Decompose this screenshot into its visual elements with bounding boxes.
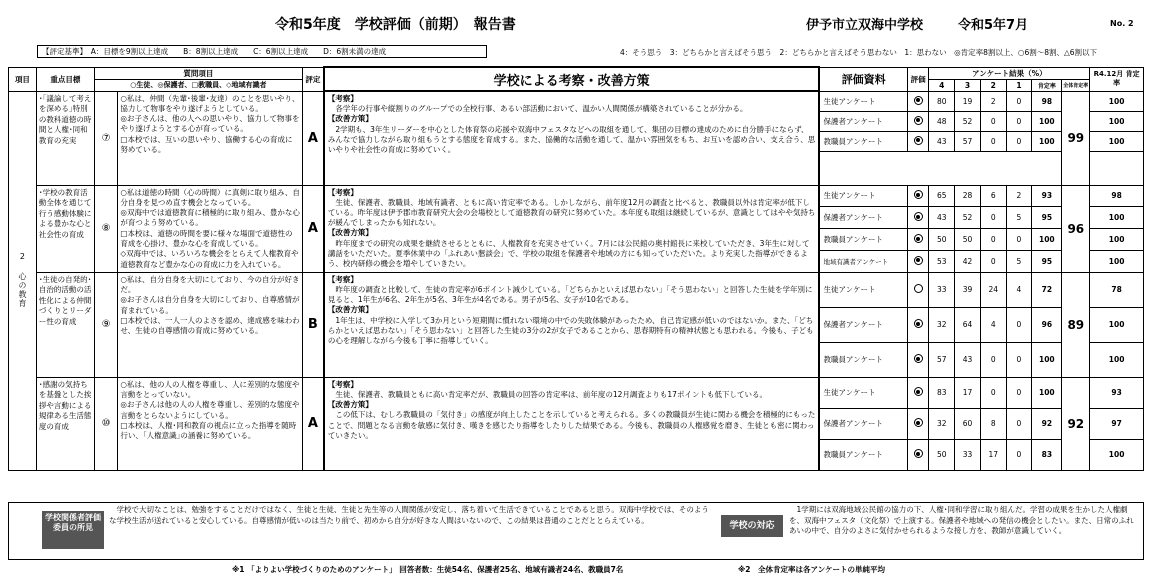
consider-8-t2: 昨年度までの研究の成果を継続させるとともに、人権教育を充実させていく。7月には公民館の奥村館長に来校していただき、3年生に対して講話をいただいた。夏季休業中の「ふれあい懇談会」で、学校の取組を保護者や地域の方にも知っていただいた。より充実した指導ができるよう、校内研修の機会を増やしていきたい。 [327,238,810,268]
response-label: 学校の対応 [721,515,783,537]
consider-10-h1: 【考察】 [327,379,358,389]
r4-8-1: 100 [1090,207,1144,229]
mark-7-1 [907,111,928,131]
v4-8-3: 53 [929,251,955,273]
consider-9-t1: 昨年度の調査と比較して、生徒の肯定率が6ポイント減少している。「どちらかといえば思わない」「そう思わない」と回答した生徒を学年別に見ると、1年生が6名、2年生が5名、3年生が4名である。男子が5名、女子が10名である。 [327,285,813,305]
r4-8-0: 98 [1090,185,1144,207]
mark-10-2 [907,439,928,470]
consider-10-t1: 生徒、保護者、教職員ともに高い肯定率だが、教職員の回答の肯定率は、前年度の12月調査よりも17ポイントも低下している。 [335,390,767,400]
src-10-0: 生徒アンケート [819,377,907,408]
rate-7-2: 100 [1032,131,1062,151]
consider-8-t1: 生徒、保護者、教職員、地域有識者、ともに高い肯定率である。しかしながら、前年度12月の調査と比べると、教職員以外は肯定率が低下している。昨年度は伊予郡市教育研究大会の会場校として道徳教育の研究に努めていた。本年度も取組は継続しているが、意識としてはやや気持ちが緩んでしまったかも知れない。 [327,197,816,228]
r4-9-0: 78 [1090,272,1144,307]
header-mark: 評価 [907,67,928,91]
consider-9-h2: 【改善方策】 [327,305,373,315]
mark-9-1 [907,307,928,342]
v3-8-3: 42 [955,251,981,273]
src-8-1: 保護者アンケート [819,207,907,229]
header-consider: 学校による考察・改善方策 [324,67,820,91]
consider-10-h2: 【改善方策】 [327,400,373,410]
header-survey: アンケート結果（%） [929,67,1090,79]
v4-7-1: 48 [929,111,955,131]
question-7: ○私は、仲間（先輩･後輩･友達）のことを思いやり、協力して物事をやり遂げようとしている。 ◎お子さんは、他の人への思いやり、協力して物事をやり遂げようとする心が育っている。 □本校では、互いの思いやり、協働する心の育成に努めている。 [118,91,303,185]
consider-9-t2: 1年生は、中学校に入学して3か月という短期間に慣れない環境の中での失敗体験があったため、自己肯定感が低いのではないか。また、「どちらかといえば思わない」「そう思わない」と回答した生徒の3分の2が女子であることから、思春期特有の精神状態とも思われる。今後も、子どもの心を理解しながら今後も丁寧に指導していく。 [327,315,814,346]
point-9: ･生徒の自発的･自治的活動の活性化による仲間づくりとリーダー性の育成 [36,272,94,377]
consider-9 [324,272,820,377]
v4-9-0: 33 [929,272,955,307]
v1-7-1: 0 [1006,111,1032,131]
double-circle-icon [914,116,923,125]
v4-9-1: 32 [929,307,955,342]
report-date: 令和5年7月 [958,18,1029,33]
v1-8-3: 5 [1006,251,1032,273]
evaluation-table [8,66,1144,471]
v2-10-2: 17 [980,439,1006,470]
src-8-3: 地域有識者アンケート [819,251,907,273]
spacer-7 [819,151,1061,185]
qnum-9: ⑨ [94,272,118,377]
evaluator-text: 学校で大切なことは、勉強をすることだけではなく、生徒と生徒、生徒と先生等の人間関係が安定し、落ち着いて生活できていることであると思う。双海中学校では、そのような学校生活が送れていると安心している。自尊感情が低いのは当たり前で、初めから自分が好きな人間はいないので、この結果は普通のことだととらえている。 [109,505,709,525]
consider-7-h2: 【改善方策】 [327,114,373,124]
rate-10-1: 92 [1032,408,1062,439]
r4-10-2: 100 [1090,439,1144,470]
grade-10: A [302,377,323,470]
rate-10-0: 100 [1032,377,1062,408]
v1-9-2: 0 [1006,342,1032,377]
src-7-1: 保護者アンケート [819,111,907,131]
double-circle-icon [914,387,923,396]
mark-10-1 [907,408,928,439]
v4-10-2: 50 [929,439,955,470]
double-circle-icon [914,136,923,145]
v1-8-0: 2 [1006,185,1032,207]
question-9: ○私は、自分自身を大切にしており、今の自分が好きだ。 ◎お子さんは自分自身を大切にしており、自尊感情が育まれている。 □本校では、一人一人のよさを認め、達成感を味わわせ、生徒の自尊感情の育成に努めている。 [118,272,303,377]
header-r4: R4.12月 肯定率 [1090,67,1144,91]
v3-10-0: 17 [955,377,981,408]
mark-7-0 [907,91,928,111]
src-8-2: 教職員アンケート [819,229,907,251]
v2-10-0: 0 [980,377,1006,408]
v1-7-2: 0 [1006,131,1032,151]
header-col-rate: 肯定率 [1032,79,1062,91]
consider-8 [324,185,820,272]
consider-8-h2: 【改善方策】 [327,228,373,238]
v4-10-0: 83 [929,377,955,408]
src-10-1: 保護者アンケート [819,408,907,439]
r4-9-2: 100 [1090,342,1144,377]
v3-10-1: 60 [955,408,981,439]
v4-10-1: 32 [929,408,955,439]
scale-legend: 4：そう思う 3：どちらかと言えばそう思う 2：どちらかと言えばそう思わない 1：思わない ◎肯定率8割以上、○6割～8割、△6割以下 [620,48,1098,57]
v4-8-1: 43 [929,207,955,229]
grade-9: B [302,272,323,377]
r4-10-1: 97 [1090,408,1144,439]
v3-10-2: 33 [955,439,981,470]
total-7: 99 [1062,91,1090,185]
section-label: 2 心の教育 [17,251,27,308]
footnote-2: ※2 全体肯定率は各アンケートの単純平均 [738,565,886,574]
consider-7-t2: 2学期も、3年生リーダーを中心とした体育祭の応援や双海中フェスタなどへの取組を通して、集団の目標の達成のために自分勝手にならず、みんなで協力しながら取り組もうとする態度を育成する。また、協働的な活動を通して、温かい雰囲気をもち、お互いを認め合い、支え合う、思いやりや社会性の育成に努めていく。 [327,124,816,155]
header-source: 評価資料 [819,67,907,91]
v2-10-1: 8 [980,408,1006,439]
src-7-0: 生徒アンケート [819,91,907,111]
header-question: 質問項目 [94,67,302,79]
grade-8: A [302,185,323,272]
qnum-10: ⑩ [94,377,118,470]
footnote-1: ※1 「よりよい学校づくりのためのアンケート」 回答者数：生徒54名、保護者25名、地域有識者24名、教職員7名 [232,565,624,574]
spacer-7-r4 [1090,151,1144,185]
v1-8-1: 5 [1006,207,1032,229]
rate-10-2: 83 [1032,439,1062,470]
v4-8-0: 65 [929,185,955,207]
r4-8-3: 100 [1090,251,1144,273]
header-col-4: 4 [929,79,955,91]
v3-7-2: 57 [955,131,981,151]
consider-10-t2: この低下は、むしろ教職員の「気付き」の感度が向上したことを示していると考えられる。多くの教職員が生徒に関わる機会を積極的にもったことで、問題となる言動を敏感に気付き、嘆きを感じたり指導をしたりした結果である。今後も、教職員の人権感覚を磨き、生徒とも密に関わっていきたい。 [327,410,816,440]
mark-9-0 [907,272,928,307]
grade-7: A [302,91,323,185]
v3-9-1: 64 [955,307,981,342]
question-8: ○私は道徳の時間（心の時間）に真剣に取り組み、自分自身を見つめ直す機会となっている。 ◎双海中では道徳教育に積極的に取り組み、豊かな心が育つよう努めている。 □本校は、道徳の時間を要に様々な場面で道徳性の育成を心掛け、豊かな心を育成している。 ◇双海中では、いろいろな機会をとらえて人権教育や道徳教育など豊かな心の育成に力を入れている。 [118,185,303,272]
src-9-2: 教職員アンケート [819,342,907,377]
rate-9-2: 100 [1032,342,1062,377]
v2-7-2: 0 [980,131,1006,151]
rate-8-0: 93 [1032,185,1062,207]
total-9: 89 [1062,272,1090,377]
v2-8-3: 0 [980,251,1006,273]
r4-7-1: 100 [1090,111,1144,131]
evaluator-label: 学校関係者評価委員の所見 [42,511,104,549]
double-circle-icon [914,190,923,199]
mark-10-0 [907,377,928,408]
v4-7-0: 80 [929,91,955,111]
bottom-panel [8,502,1144,560]
double-circle-icon [914,354,923,363]
rate-8-1: 95 [1032,207,1062,229]
point-8: ･学校の教育活動全体を通じて行う感動体験による豊かな心と社会性の育成 [36,185,94,272]
r4-8-2: 100 [1090,229,1144,251]
response-text: 1学期には双海地域公民館の協力の下、人権･同和学習に取り組んだ。学習の成果を生かした人権劇を、双海中フェスタ（文化祭）で上演する。保護者や地域への発信の機会としたい。また、日常のふれあいの中で、自分のよさに気付かせられるような接し方を、教師が意識していく。 [789,505,1134,535]
v1-8-2: 0 [1006,229,1032,251]
v2-9-2: 0 [980,342,1006,377]
circle-icon [914,284,923,293]
v2-7-1: 0 [980,111,1006,131]
v1-10-0: 0 [1006,377,1032,408]
mark-8-1 [907,207,928,229]
double-circle-icon [914,212,923,221]
v3-8-1: 52 [955,207,981,229]
rate-7-1: 100 [1032,111,1062,131]
v3-9-2: 43 [955,342,981,377]
header-point: 重点目標 [36,67,94,91]
point-7: ･｢議論して考えを深める｣特別の教科道徳の時間と人権･同和教育の充実 [36,91,94,185]
v3-8-2: 50 [955,229,981,251]
v2-9-1: 4 [980,307,1006,342]
v4-9-2: 57 [929,342,955,377]
v3-7-0: 19 [955,91,981,111]
mark-9-2 [907,342,928,377]
total-8: 96 [1062,185,1090,272]
src-9-0: 生徒アンケート [819,272,907,307]
v2-9-0: 24 [980,272,1006,307]
v4-7-2: 43 [929,131,955,151]
question-10: ○私は、他の人の人権を尊重し、人に差別的な態度や言動をとっていない。 ◎お子さんは他の人の人権を尊重し、差別的な態度や言動をとらないようにしている。 □本校は、人権･同和教育の視点に立った指導を随時行い、｢人権意識｣の涵養に努めている。 [118,377,303,470]
double-circle-icon [914,418,923,427]
header-col-2: 2 [980,79,1006,91]
v3-9-0: 39 [955,272,981,307]
mark-8-2 [907,229,928,251]
mark-7-2 [907,131,928,151]
double-circle-icon [914,319,923,328]
header-col-1: 1 [1006,79,1032,91]
consider-7-t1: 各学年の行事や縦割りのグループでの全校行事、あるい部活動において、温かい人間関係が構築されていることが分かる。 [335,104,748,114]
double-circle-icon [914,449,923,458]
double-circle-icon [914,256,923,265]
qnum-8: ⑧ [94,185,118,272]
consider-9-h1: 【考察】 [327,274,358,284]
v1-9-1: 0 [1006,307,1032,342]
double-circle-icon [914,96,923,105]
v4-8-2: 50 [929,229,955,251]
mark-8-3 [907,251,928,273]
src-10-2: 教職員アンケート [819,439,907,470]
v1-9-0: 4 [1006,272,1032,307]
v1-10-2: 0 [1006,439,1032,470]
src-9-1: 保護者アンケート [819,307,907,342]
rate-9-0: 72 [1032,272,1062,307]
rate-8-3: 95 [1032,251,1062,273]
header-question-sub: ○生徒、◎保護者、□教職員、◇地域有識者 [94,79,302,91]
consider-7-h1: 【考察】 [327,94,358,103]
page-number: No. 2 [1110,19,1134,28]
rate-7-0: 98 [1032,91,1062,111]
header-item: 項目 [9,67,37,91]
r4-9-1: 100 [1090,307,1144,342]
mark-8-0 [907,185,928,207]
v1-10-1: 0 [1006,408,1032,439]
src-7-2: 教職員アンケート [819,131,907,151]
v2-8-1: 0 [980,207,1006,229]
src-8-0: 生徒アンケート [819,185,907,207]
consider-8-h1: 【考察】 [327,187,358,197]
v2-7-0: 2 [980,91,1006,111]
double-circle-icon [914,234,923,243]
v2-8-0: 6 [980,185,1006,207]
report-title: 令和5年度 学校評価（前期） 報告書 [275,17,516,33]
header-col-3: 3 [955,79,981,91]
rate-8-2: 100 [1032,229,1062,251]
r4-7-0: 100 [1090,91,1144,111]
section-label-cell [9,91,37,470]
consider-7 [324,91,820,185]
criteria-box: 【評定基準】 A：目標を9割以上達成 B：8割以上達成 C：6割以上達成 D：6割未満の達成 [37,45,487,58]
header-col-total: 全体肯定率 [1062,79,1090,91]
rate-9-1: 96 [1032,307,1062,342]
v3-7-1: 52 [955,111,981,131]
point-10: ･感謝の気持ちを基盤とした挨拶や言動による規律ある生活態度の育成 [36,377,94,470]
qnum-7: ⑦ [94,91,118,185]
r4-7-2: 100 [1090,131,1144,151]
v3-8-0: 28 [955,185,981,207]
consider-10 [324,377,820,470]
v1-7-0: 0 [1006,91,1032,111]
header-grade: 評定 [302,67,323,91]
total-10: 92 [1062,377,1090,470]
v2-8-2: 0 [980,229,1006,251]
r4-10-0: 93 [1090,377,1144,408]
school-name: 伊予市立双海中学校 [806,18,924,33]
